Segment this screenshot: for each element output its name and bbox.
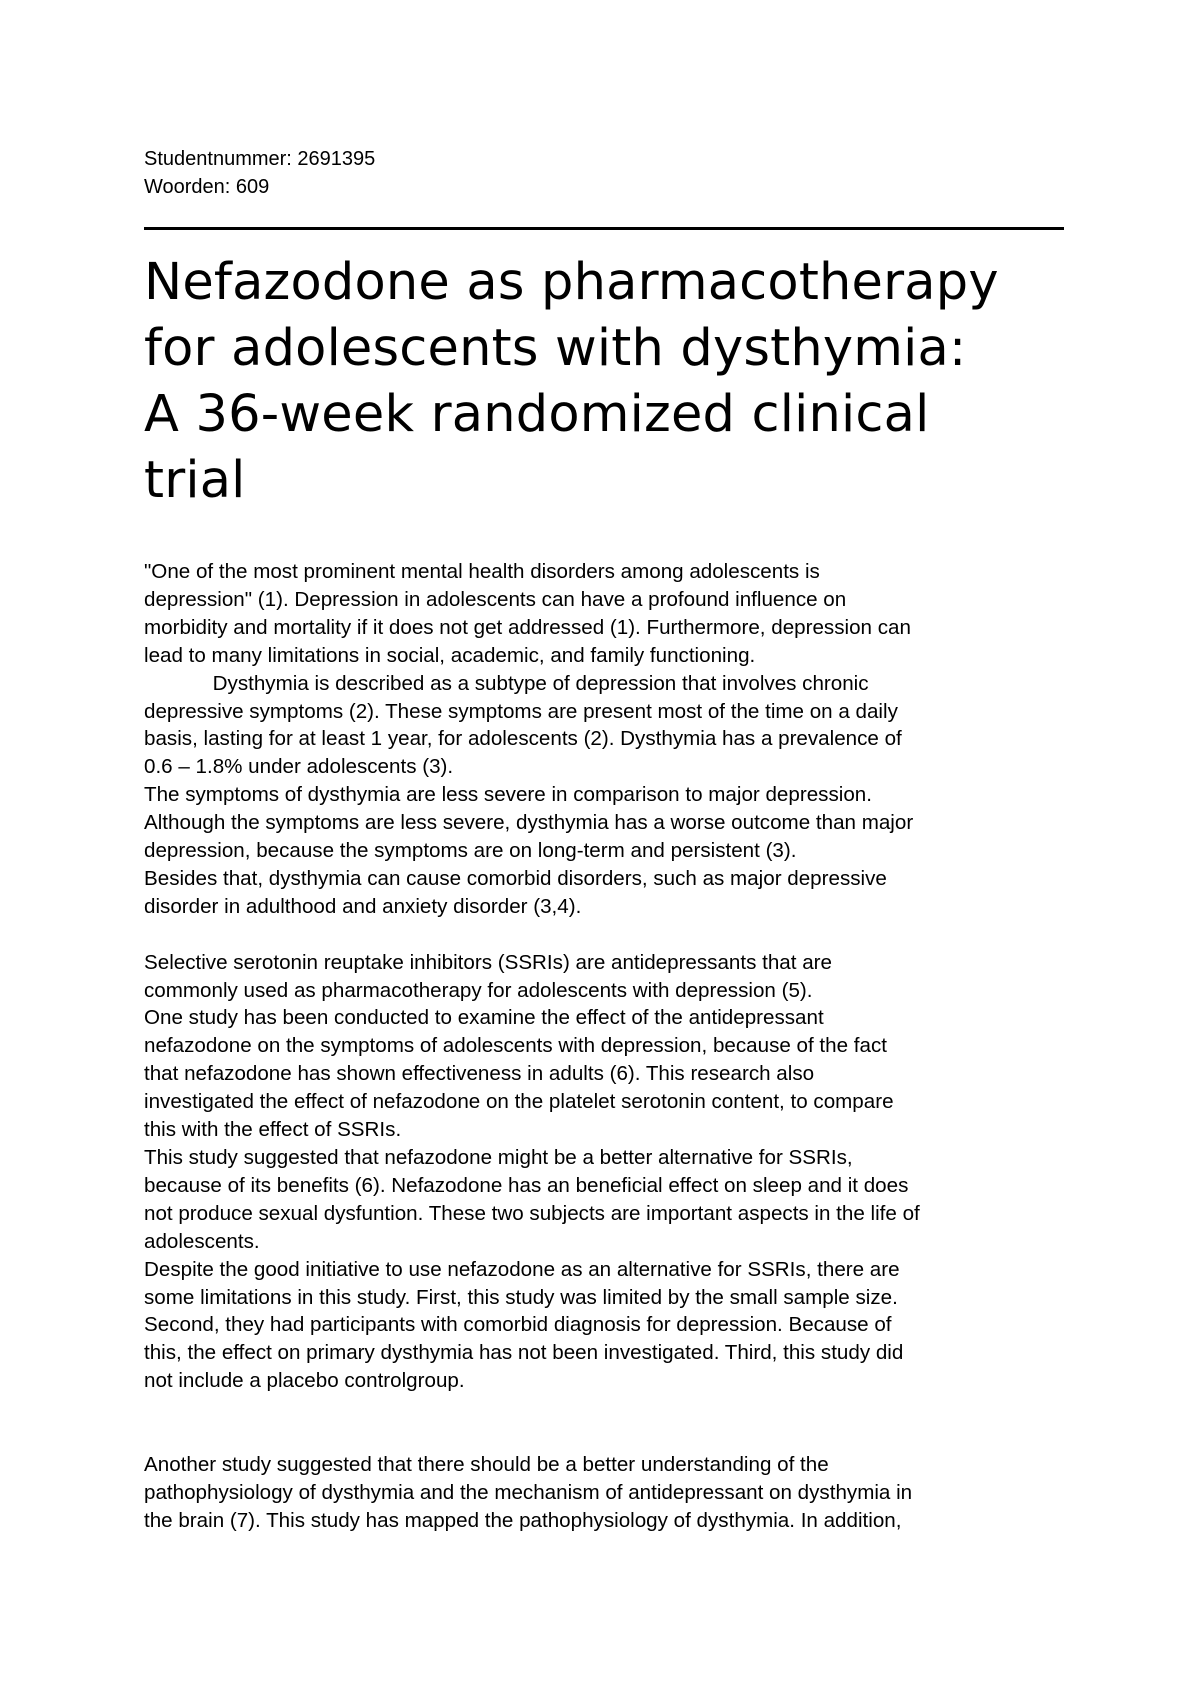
body-line: Dysthymia is described as a subtype of depression that involves chronic — [144, 671, 869, 695]
title-line: Nefazodone as pharmacotherapy — [144, 253, 999, 312]
body-line: "One of the most prominent mental health disorders among adolescents is — [144, 560, 820, 583]
body-line: not include a placebo controlgroup. — [144, 1369, 465, 1393]
body-line: adolescents. — [144, 1229, 260, 1253]
body-line: this with the effect of SSRIs. — [144, 1118, 402, 1142]
title-line: trial — [144, 451, 246, 510]
document-header — [144, 145, 375, 201]
body-line: depression, because the symptoms are on long-term and persistent (3). — [144, 839, 797, 863]
body-line: depression" (1). Depression in adolescents can have a profound influence on — [144, 587, 847, 611]
body-line: some limitations in this study. First, this study was limited by the small sample size. — [144, 1285, 898, 1309]
body-line: disorder in adulthood and anxiety disorder (3,4). — [144, 894, 582, 918]
body-line: basis, lasting for at least 1 year, for adolescents (2). Dysthymia has a prevalence of — [144, 727, 902, 751]
body-line: Another study suggested that there should be a better understanding of the — [144, 1452, 829, 1476]
body-line: Selective serotonin reuptake inhibitors (SSRIs) are antidepressants that are — [144, 950, 832, 974]
body-line: because of its benefits (6). Nefazodone has an beneficial effect on sleep and it does — [144, 1173, 909, 1197]
body-line: the brain (7). This study has mapped the pathophysiology of dysthymia. In addition, — [144, 1508, 902, 1532]
body-line: that nefazodone has shown effectiveness in adults (6). This research also — [144, 1062, 815, 1086]
title-line: A 36-week randomized clinical — [144, 385, 930, 444]
body-line: 0.6 – 1.8% under adolescents (3). — [144, 755, 454, 779]
document-body — [144, 558, 920, 1535]
blank-line — [144, 921, 920, 949]
body-line: investigated the effect of nefazodone on the platelet serotonin content, to compare — [144, 1090, 894, 1114]
body-line: Besides that, dysthymia can cause comorbid disorders, such as major depressive — [144, 866, 887, 890]
body-line: pathophysiology of dysthymia and the mechanism of antidepressant on dysthymia in — [144, 1480, 913, 1504]
body-line: The symptoms of dysthymia are less severe in comparison to major depression. — [144, 783, 872, 807]
body-line: lead to many limitations in social, academic, and family functioning. — [144, 643, 756, 667]
body-line: One study has been conducted to examine the effect of the antidepressant — [144, 1006, 824, 1030]
student-number: Studentnummer: 2691395 — [144, 148, 376, 170]
word-count: Woorden: 609 — [144, 176, 270, 198]
body-line: Although the symptoms are less severe, dysthymia has a worse outcome than major — [144, 811, 914, 835]
header-divider — [144, 227, 1064, 230]
body-line: this, the effect on primary dysthymia has not been investigated. Third, this study did — [144, 1341, 904, 1365]
blank-line — [144, 1423, 920, 1451]
body-line: Second, they had participants with comorbid diagnosis for depression. Because of — [144, 1313, 892, 1337]
body-line: commonly used as pharmacotherapy for adolescents with depression (5). — [144, 978, 813, 1002]
document-title — [144, 250, 1084, 514]
body-line: morbidity and mortality if it does not get addressed (1). Furthermore, depression can — [144, 615, 911, 639]
body-line: Despite the good initiative to use nefazodone as an alternative for SSRIs, there are — [144, 1257, 900, 1281]
blank-line — [144, 1395, 920, 1423]
title-line: for adolescents with dysthymia: — [144, 319, 967, 378]
body-line: This study suggested that nefazodone might be a better alternative for SSRIs, — [144, 1146, 853, 1170]
body-line: nefazodone on the symptoms of adolescents with depression, because of the fact — [144, 1034, 887, 1058]
body-line: depressive symptoms (2). These symptoms are present most of the time on a daily — [144, 699, 898, 723]
body-line: not produce sexual dysfuntion. These two subjects are important aspects in the life of — [144, 1201, 920, 1225]
